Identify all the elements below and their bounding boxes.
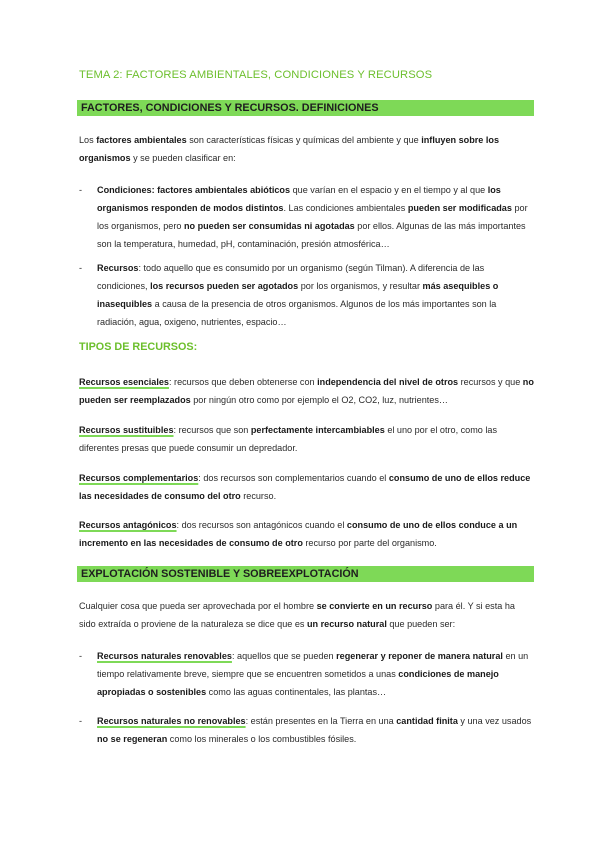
no-renovables-paragraph: Recursos naturales no renovables: están presentes en la Tierra en una cantidad finita y una vez usados no se regeneran como los minerales o los combustibles fósiles. <box>97 716 532 744</box>
section-subheading-tipos: TIPOS DE RECURSOS: <box>79 341 198 353</box>
intro-paragraph: Los factores ambientales son características físicas y químicas del ambiente y que influyen sobre los organismos y se pueden clasificar en: <box>79 135 500 163</box>
explotacion-intro-paragraph: Cualquier cosa que pueda ser aprovechada por el hombre se convierte en un recurso para él. Y si esta ha sido extraída o proviene de la naturaleza se dice que es un recurso natural que pueden ser: <box>79 601 515 629</box>
section-header-definiciones: FACTORES, CONDICIONES Y RECURSOS. DEFINICIONES <box>77 100 534 116</box>
recursos-paragraph: Recursos: todo aquello que es consumido por un organismo (según Tilman). A diferencia de las condiciones, los recursos pueden ser agotados por los organismos, y resultar más asequibles o inasequibles a causa de la presencia de otros organismos. Algunos de los más importantes son la radiación, agua, oxigeno, nutrientes, espacio… <box>97 263 499 327</box>
bullet-dash: - <box>79 263 83 273</box>
complementarios-paragraph: Recursos complementarios: dos recursos son complementarios cuando el consumo de uno de ellos reduce las necesidades de consumo del otro recurso. <box>79 473 531 501</box>
sustituibles-paragraph: Recursos sustituibles: recursos que son perfectamente intercambiables el uno por el otro, como las diferentes presas que puede consumir un depredador. <box>79 425 498 453</box>
esenciales-paragraph: Recursos esenciales: recursos que deben obtenerse con independencia del nivel de otros recursos y que no pueden ser reemplazados por ningún otro como por ejemplo el O2, CO2, luz, nutrientes… <box>79 377 534 405</box>
bullet-dash: - <box>79 185 83 195</box>
bullet-dash: - <box>79 716 83 726</box>
condiciones-paragraph: Condiciones: factores ambientales abióticos que varían en el espacio y en el tiempo y al que los organismos responden de modos distintos. Las condiciones ambientales pueden ser modificadas por los organismos, pero no pueden ser consumidas ni agotadas por ellos. Algunas de las más importantes son la temperatura, humedad, pH, contaminación, presión atmosférica… <box>97 185 528 249</box>
section-header-explotacion: EXPLOTACIÓN SOSTENIBLE Y SOBREEXPLOTACIÓN <box>77 566 534 582</box>
renovables-paragraph: Recursos naturales renovables: aquellos que se pueden regenerar y reponer de manera natural en un tiempo relativamente breve, siempre que se encuentren sometidos a unas condiciones de manejo apropiadas o sostenibles como las aguas continentales, las plantas… <box>97 651 529 697</box>
document-title: TEMA 2: FACTORES AMBIENTALES, CONDICIONES Y RECURSOS <box>79 69 433 81</box>
antagonicos-paragraph: Recursos antagónicos: dos recursos son antagónicos cuando el consumo de uno de ellos conduce a un incremento en las necesidades de consumo de otro recurso por parte del organismo. <box>79 520 518 548</box>
bullet-dash: - <box>79 651 83 661</box>
